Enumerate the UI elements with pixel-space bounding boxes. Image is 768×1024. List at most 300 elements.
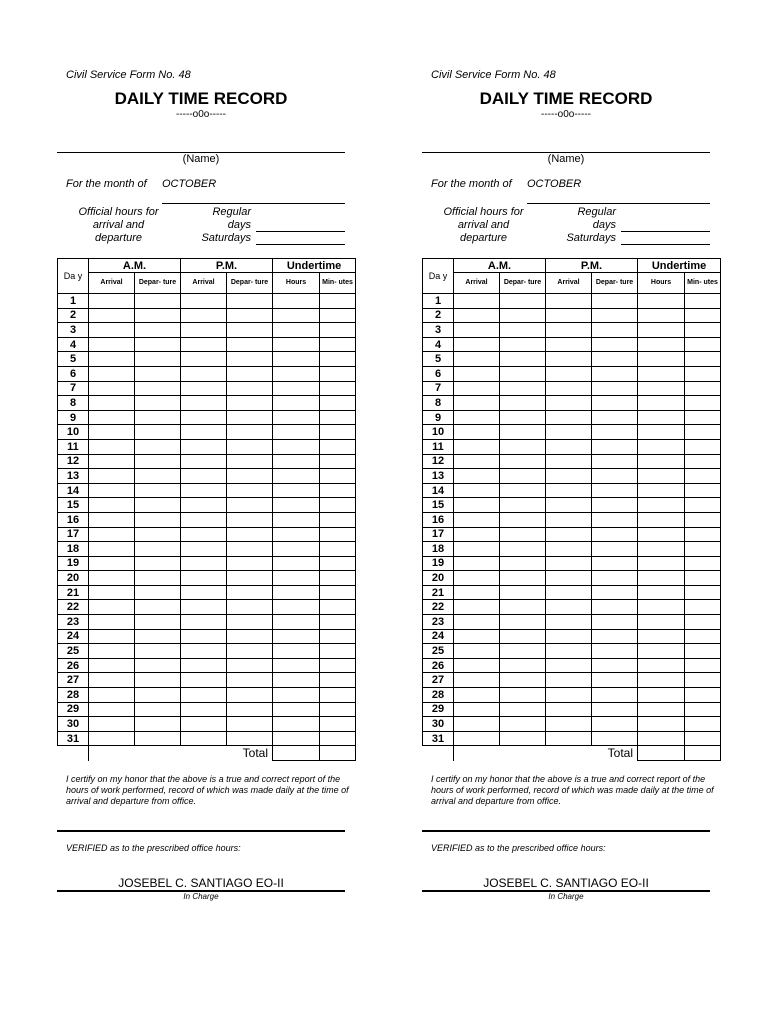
- am-arrival-cell[interactable]: [454, 323, 500, 338]
- undertime-hours-cell[interactable]: [638, 717, 685, 732]
- pm-departure-cell[interactable]: [592, 717, 638, 732]
- pm-departure-cell[interactable]: [227, 571, 273, 586]
- undertime-minutes-cell[interactable]: [685, 658, 721, 673]
- pm-arrival-cell[interactable]: [546, 629, 592, 644]
- undertime-hours-cell[interactable]: [273, 512, 320, 527]
- undertime-minutes-cell[interactable]: [685, 527, 721, 542]
- am-departure-cell[interactable]: [135, 571, 181, 586]
- am-arrival-cell[interactable]: [454, 658, 500, 673]
- undertime-minutes-cell[interactable]: [320, 469, 356, 484]
- undertime-minutes-cell[interactable]: [320, 731, 356, 746]
- total-minutes-cell[interactable]: [320, 746, 356, 761]
- undertime-hours-cell[interactable]: [638, 600, 685, 615]
- saturdays-line[interactable]: [256, 244, 345, 245]
- undertime-hours-cell[interactable]: [273, 731, 320, 746]
- undertime-minutes-cell[interactable]: [685, 542, 721, 557]
- am-departure-cell[interactable]: [135, 688, 181, 703]
- undertime-minutes-cell[interactable]: [320, 527, 356, 542]
- am-arrival-cell[interactable]: [89, 454, 135, 469]
- undertime-minutes-cell[interactable]: [685, 337, 721, 352]
- undertime-minutes-cell[interactable]: [320, 454, 356, 469]
- am-arrival-cell[interactable]: [89, 673, 135, 688]
- am-arrival-cell[interactable]: [454, 381, 500, 396]
- am-arrival-cell[interactable]: [89, 425, 135, 440]
- am-departure-cell[interactable]: [500, 512, 546, 527]
- pm-departure-cell[interactable]: [592, 527, 638, 542]
- undertime-minutes-cell[interactable]: [320, 571, 356, 586]
- undertime-hours-cell[interactable]: [273, 629, 320, 644]
- pm-arrival-cell[interactable]: [181, 542, 227, 557]
- pm-departure-cell[interactable]: [227, 542, 273, 557]
- pm-arrival-cell[interactable]: [546, 717, 592, 732]
- undertime-hours-cell[interactable]: [638, 644, 685, 659]
- am-departure-cell[interactable]: [500, 294, 546, 309]
- undertime-hours-cell[interactable]: [273, 425, 320, 440]
- am-departure-cell[interactable]: [135, 410, 181, 425]
- pm-arrival-cell[interactable]: [546, 658, 592, 673]
- am-arrival-cell[interactable]: [89, 294, 135, 309]
- pm-arrival-cell[interactable]: [181, 425, 227, 440]
- am-arrival-cell[interactable]: [454, 702, 500, 717]
- undertime-minutes-cell[interactable]: [685, 615, 721, 630]
- pm-arrival-cell[interactable]: [546, 483, 592, 498]
- pm-arrival-cell[interactable]: [181, 308, 227, 323]
- am-departure-cell[interactable]: [500, 410, 546, 425]
- undertime-hours-cell[interactable]: [638, 542, 685, 557]
- pm-departure-cell[interactable]: [592, 294, 638, 309]
- pm-departure-cell[interactable]: [227, 527, 273, 542]
- am-arrival-cell[interactable]: [454, 454, 500, 469]
- pm-arrival-cell[interactable]: [546, 556, 592, 571]
- pm-departure-cell[interactable]: [227, 585, 273, 600]
- pm-arrival-cell[interactable]: [181, 381, 227, 396]
- pm-arrival-cell[interactable]: [546, 308, 592, 323]
- undertime-hours-cell[interactable]: [638, 425, 685, 440]
- am-arrival-cell[interactable]: [89, 527, 135, 542]
- undertime-hours-cell[interactable]: [273, 483, 320, 498]
- undertime-minutes-cell[interactable]: [320, 702, 356, 717]
- undertime-hours-cell[interactable]: [638, 658, 685, 673]
- undertime-hours-cell[interactable]: [273, 454, 320, 469]
- pm-arrival-cell[interactable]: [546, 702, 592, 717]
- am-departure-cell[interactable]: [135, 512, 181, 527]
- undertime-hours-cell[interactable]: [638, 308, 685, 323]
- am-departure-cell[interactable]: [500, 717, 546, 732]
- pm-arrival-cell[interactable]: [546, 673, 592, 688]
- undertime-hours-cell[interactable]: [638, 731, 685, 746]
- pm-arrival-cell[interactable]: [181, 571, 227, 586]
- pm-departure-cell[interactable]: [592, 629, 638, 644]
- am-departure-cell[interactable]: [500, 308, 546, 323]
- pm-arrival-cell[interactable]: [546, 600, 592, 615]
- pm-departure-cell[interactable]: [592, 366, 638, 381]
- pm-departure-cell[interactable]: [227, 396, 273, 411]
- month-line[interactable]: [527, 203, 710, 204]
- undertime-minutes-cell[interactable]: [320, 688, 356, 703]
- pm-departure-cell[interactable]: [592, 323, 638, 338]
- am-arrival-cell[interactable]: [454, 731, 500, 746]
- pm-arrival-cell[interactable]: [181, 702, 227, 717]
- undertime-hours-cell[interactable]: [273, 556, 320, 571]
- am-departure-cell[interactable]: [500, 571, 546, 586]
- am-arrival-cell[interactable]: [454, 439, 500, 454]
- pm-arrival-cell[interactable]: [546, 294, 592, 309]
- undertime-minutes-cell[interactable]: [320, 483, 356, 498]
- pm-arrival-cell[interactable]: [546, 337, 592, 352]
- undertime-minutes-cell[interactable]: [685, 294, 721, 309]
- am-departure-cell[interactable]: [135, 469, 181, 484]
- pm-departure-cell[interactable]: [592, 600, 638, 615]
- am-departure-cell[interactable]: [500, 585, 546, 600]
- pm-arrival-cell[interactable]: [181, 731, 227, 746]
- am-departure-cell[interactable]: [135, 629, 181, 644]
- am-arrival-cell[interactable]: [454, 673, 500, 688]
- undertime-minutes-cell[interactable]: [320, 556, 356, 571]
- undertime-minutes-cell[interactable]: [320, 425, 356, 440]
- am-departure-cell[interactable]: [500, 337, 546, 352]
- undertime-minutes-cell[interactable]: [320, 498, 356, 513]
- am-departure-cell[interactable]: [500, 527, 546, 542]
- am-arrival-cell[interactable]: [454, 644, 500, 659]
- undertime-minutes-cell[interactable]: [685, 600, 721, 615]
- pm-departure-cell[interactable]: [227, 556, 273, 571]
- am-arrival-cell[interactable]: [89, 410, 135, 425]
- undertime-minutes-cell[interactable]: [320, 673, 356, 688]
- am-arrival-cell[interactable]: [89, 615, 135, 630]
- am-departure-cell[interactable]: [500, 644, 546, 659]
- am-arrival-cell[interactable]: [89, 542, 135, 557]
- undertime-hours-cell[interactable]: [273, 381, 320, 396]
- pm-departure-cell[interactable]: [592, 469, 638, 484]
- undertime-hours-cell[interactable]: [638, 337, 685, 352]
- pm-departure-cell[interactable]: [227, 439, 273, 454]
- total-hours-cell[interactable]: [638, 746, 685, 761]
- pm-departure-cell[interactable]: [227, 673, 273, 688]
- undertime-hours-cell[interactable]: [273, 717, 320, 732]
- pm-departure-cell[interactable]: [592, 673, 638, 688]
- am-arrival-cell[interactable]: [454, 425, 500, 440]
- pm-departure-cell[interactable]: [592, 483, 638, 498]
- pm-arrival-cell[interactable]: [546, 731, 592, 746]
- pm-arrival-cell[interactable]: [546, 571, 592, 586]
- pm-arrival-cell[interactable]: [181, 337, 227, 352]
- undertime-minutes-cell[interactable]: [685, 629, 721, 644]
- pm-departure-cell[interactable]: [227, 512, 273, 527]
- pm-departure-cell[interactable]: [592, 615, 638, 630]
- pm-departure-cell[interactable]: [227, 498, 273, 513]
- undertime-hours-cell[interactable]: [273, 294, 320, 309]
- undertime-minutes-cell[interactable]: [685, 731, 721, 746]
- undertime-hours-cell[interactable]: [273, 439, 320, 454]
- am-departure-cell[interactable]: [500, 629, 546, 644]
- am-arrival-cell[interactable]: [89, 702, 135, 717]
- undertime-hours-cell[interactable]: [273, 410, 320, 425]
- pm-arrival-cell[interactable]: [546, 542, 592, 557]
- pm-arrival-cell[interactable]: [181, 658, 227, 673]
- undertime-hours-cell[interactable]: [638, 527, 685, 542]
- pm-departure-cell[interactable]: [227, 688, 273, 703]
- undertime-hours-cell[interactable]: [273, 644, 320, 659]
- pm-arrival-cell[interactable]: [546, 454, 592, 469]
- undertime-minutes-cell[interactable]: [320, 352, 356, 367]
- am-arrival-cell[interactable]: [89, 571, 135, 586]
- pm-departure-cell[interactable]: [227, 483, 273, 498]
- am-departure-cell[interactable]: [135, 439, 181, 454]
- undertime-hours-cell[interactable]: [273, 542, 320, 557]
- am-departure-cell[interactable]: [500, 731, 546, 746]
- am-departure-cell[interactable]: [135, 702, 181, 717]
- am-arrival-cell[interactable]: [454, 308, 500, 323]
- pm-departure-cell[interactable]: [227, 366, 273, 381]
- undertime-hours-cell[interactable]: [638, 396, 685, 411]
- am-arrival-cell[interactable]: [454, 571, 500, 586]
- am-departure-cell[interactable]: [500, 323, 546, 338]
- undertime-hours-cell[interactable]: [273, 658, 320, 673]
- undertime-minutes-cell[interactable]: [685, 454, 721, 469]
- undertime-minutes-cell[interactable]: [685, 439, 721, 454]
- pm-arrival-cell[interactable]: [546, 323, 592, 338]
- undertime-hours-cell[interactable]: [638, 585, 685, 600]
- am-departure-cell[interactable]: [135, 542, 181, 557]
- am-departure-cell[interactable]: [135, 600, 181, 615]
- undertime-hours-cell[interactable]: [273, 308, 320, 323]
- pm-departure-cell[interactable]: [227, 469, 273, 484]
- pm-departure-cell[interactable]: [592, 337, 638, 352]
- pm-arrival-cell[interactable]: [546, 366, 592, 381]
- am-departure-cell[interactable]: [135, 483, 181, 498]
- pm-arrival-cell[interactable]: [546, 585, 592, 600]
- regular-days-line[interactable]: [256, 231, 345, 232]
- am-arrival-cell[interactable]: [454, 688, 500, 703]
- am-arrival-cell[interactable]: [89, 396, 135, 411]
- am-departure-cell[interactable]: [135, 527, 181, 542]
- undertime-minutes-cell[interactable]: [685, 483, 721, 498]
- pm-arrival-cell[interactable]: [181, 512, 227, 527]
- am-arrival-cell[interactable]: [89, 556, 135, 571]
- undertime-minutes-cell[interactable]: [685, 308, 721, 323]
- undertime-minutes-cell[interactable]: [320, 396, 356, 411]
- pm-departure-cell[interactable]: [227, 352, 273, 367]
- pm-departure-cell[interactable]: [227, 731, 273, 746]
- am-arrival-cell[interactable]: [89, 337, 135, 352]
- pm-arrival-cell[interactable]: [546, 688, 592, 703]
- pm-arrival-cell[interactable]: [181, 294, 227, 309]
- pm-arrival-cell[interactable]: [546, 425, 592, 440]
- pm-departure-cell[interactable]: [592, 308, 638, 323]
- am-arrival-cell[interactable]: [454, 600, 500, 615]
- am-departure-cell[interactable]: [135, 585, 181, 600]
- pm-departure-cell[interactable]: [592, 556, 638, 571]
- am-arrival-cell[interactable]: [454, 542, 500, 557]
- pm-arrival-cell[interactable]: [181, 469, 227, 484]
- undertime-minutes-cell[interactable]: [685, 585, 721, 600]
- am-arrival-cell[interactable]: [89, 629, 135, 644]
- pm-arrival-cell[interactable]: [546, 512, 592, 527]
- undertime-minutes-cell[interactable]: [320, 410, 356, 425]
- am-arrival-cell[interactable]: [454, 366, 500, 381]
- pm-departure-cell[interactable]: [592, 571, 638, 586]
- undertime-hours-cell[interactable]: [638, 629, 685, 644]
- pm-arrival-cell[interactable]: [546, 352, 592, 367]
- pm-departure-cell[interactable]: [592, 454, 638, 469]
- am-departure-cell[interactable]: [500, 498, 546, 513]
- pm-departure-cell[interactable]: [592, 658, 638, 673]
- am-arrival-cell[interactable]: [89, 644, 135, 659]
- undertime-minutes-cell[interactable]: [320, 381, 356, 396]
- am-departure-cell[interactable]: [500, 542, 546, 557]
- pm-arrival-cell[interactable]: [181, 396, 227, 411]
- total-hours-cell[interactable]: [273, 746, 320, 761]
- am-departure-cell[interactable]: [500, 688, 546, 703]
- pm-departure-cell[interactable]: [592, 644, 638, 659]
- pm-departure-cell[interactable]: [227, 717, 273, 732]
- am-departure-cell[interactable]: [500, 615, 546, 630]
- pm-departure-cell[interactable]: [592, 688, 638, 703]
- undertime-hours-cell[interactable]: [638, 469, 685, 484]
- undertime-minutes-cell[interactable]: [685, 571, 721, 586]
- undertime-minutes-cell[interactable]: [685, 396, 721, 411]
- undertime-hours-cell[interactable]: [273, 585, 320, 600]
- undertime-minutes-cell[interactable]: [320, 323, 356, 338]
- pm-departure-cell[interactable]: [227, 600, 273, 615]
- undertime-minutes-cell[interactable]: [685, 498, 721, 513]
- am-arrival-cell[interactable]: [454, 498, 500, 513]
- undertime-hours-cell[interactable]: [273, 702, 320, 717]
- am-arrival-cell[interactable]: [89, 308, 135, 323]
- pm-arrival-cell[interactable]: [181, 717, 227, 732]
- pm-departure-cell[interactable]: [592, 542, 638, 557]
- pm-arrival-cell[interactable]: [181, 366, 227, 381]
- pm-arrival-cell[interactable]: [181, 454, 227, 469]
- pm-arrival-cell[interactable]: [546, 381, 592, 396]
- undertime-minutes-cell[interactable]: [320, 717, 356, 732]
- pm-arrival-cell[interactable]: [546, 615, 592, 630]
- am-departure-cell[interactable]: [135, 454, 181, 469]
- am-departure-cell[interactable]: [135, 396, 181, 411]
- undertime-minutes-cell[interactable]: [685, 702, 721, 717]
- undertime-hours-cell[interactable]: [638, 615, 685, 630]
- am-arrival-cell[interactable]: [89, 600, 135, 615]
- am-arrival-cell[interactable]: [89, 381, 135, 396]
- undertime-minutes-cell[interactable]: [685, 556, 721, 571]
- am-departure-cell[interactable]: [500, 425, 546, 440]
- pm-departure-cell[interactable]: [227, 381, 273, 396]
- pm-arrival-cell[interactable]: [181, 585, 227, 600]
- undertime-hours-cell[interactable]: [273, 366, 320, 381]
- undertime-hours-cell[interactable]: [638, 454, 685, 469]
- undertime-minutes-cell[interactable]: [685, 366, 721, 381]
- undertime-hours-cell[interactable]: [638, 381, 685, 396]
- undertime-hours-cell[interactable]: [638, 323, 685, 338]
- am-departure-cell[interactable]: [135, 425, 181, 440]
- am-arrival-cell[interactable]: [454, 629, 500, 644]
- am-arrival-cell[interactable]: [454, 469, 500, 484]
- undertime-minutes-cell[interactable]: [320, 600, 356, 615]
- pm-arrival-cell[interactable]: [546, 469, 592, 484]
- pm-arrival-cell[interactable]: [181, 323, 227, 338]
- undertime-hours-cell[interactable]: [273, 352, 320, 367]
- undertime-minutes-cell[interactable]: [320, 629, 356, 644]
- undertime-hours-cell[interactable]: [273, 469, 320, 484]
- am-arrival-cell[interactable]: [454, 585, 500, 600]
- am-arrival-cell[interactable]: [454, 396, 500, 411]
- undertime-hours-cell[interactable]: [638, 571, 685, 586]
- undertime-hours-cell[interactable]: [273, 571, 320, 586]
- pm-arrival-cell[interactable]: [181, 498, 227, 513]
- am-arrival-cell[interactable]: [89, 731, 135, 746]
- am-departure-cell[interactable]: [500, 556, 546, 571]
- pm-departure-cell[interactable]: [592, 381, 638, 396]
- pm-arrival-cell[interactable]: [546, 498, 592, 513]
- am-departure-cell[interactable]: [500, 483, 546, 498]
- undertime-hours-cell[interactable]: [638, 366, 685, 381]
- am-arrival-cell[interactable]: [454, 294, 500, 309]
- undertime-hours-cell[interactable]: [273, 527, 320, 542]
- undertime-minutes-cell[interactable]: [685, 323, 721, 338]
- undertime-hours-cell[interactable]: [638, 483, 685, 498]
- am-departure-cell[interactable]: [500, 381, 546, 396]
- undertime-hours-cell[interactable]: [638, 556, 685, 571]
- am-arrival-cell[interactable]: [454, 717, 500, 732]
- am-arrival-cell[interactable]: [89, 352, 135, 367]
- undertime-hours-cell[interactable]: [638, 498, 685, 513]
- pm-arrival-cell[interactable]: [181, 673, 227, 688]
- undertime-minutes-cell[interactable]: [320, 585, 356, 600]
- am-arrival-cell[interactable]: [89, 658, 135, 673]
- undertime-minutes-cell[interactable]: [685, 410, 721, 425]
- am-arrival-cell[interactable]: [89, 469, 135, 484]
- undertime-hours-cell[interactable]: [638, 410, 685, 425]
- am-arrival-cell[interactable]: [454, 615, 500, 630]
- undertime-minutes-cell[interactable]: [320, 512, 356, 527]
- employee-signature-line[interactable]: [422, 830, 710, 832]
- am-departure-cell[interactable]: [135, 644, 181, 659]
- am-departure-cell[interactable]: [135, 381, 181, 396]
- undertime-minutes-cell[interactable]: [685, 469, 721, 484]
- am-departure-cell[interactable]: [500, 396, 546, 411]
- pm-departure-cell[interactable]: [227, 658, 273, 673]
- am-arrival-cell[interactable]: [454, 527, 500, 542]
- pm-departure-cell[interactable]: [227, 337, 273, 352]
- undertime-minutes-cell[interactable]: [320, 658, 356, 673]
- am-departure-cell[interactable]: [135, 615, 181, 630]
- pm-arrival-cell[interactable]: [181, 439, 227, 454]
- pm-departure-cell[interactable]: [592, 498, 638, 513]
- undertime-minutes-cell[interactable]: [320, 615, 356, 630]
- pm-arrival-cell[interactable]: [181, 527, 227, 542]
- am-departure-cell[interactable]: [135, 366, 181, 381]
- undertime-hours-cell[interactable]: [273, 673, 320, 688]
- pm-departure-cell[interactable]: [227, 410, 273, 425]
- am-arrival-cell[interactable]: [89, 439, 135, 454]
- am-arrival-cell[interactable]: [454, 410, 500, 425]
- undertime-hours-cell[interactable]: [638, 688, 685, 703]
- pm-arrival-cell[interactable]: [546, 410, 592, 425]
- undertime-minutes-cell[interactable]: [685, 688, 721, 703]
- am-departure-cell[interactable]: [135, 673, 181, 688]
- pm-departure-cell[interactable]: [592, 512, 638, 527]
- pm-departure-cell[interactable]: [592, 731, 638, 746]
- pm-departure-cell[interactable]: [227, 308, 273, 323]
- am-arrival-cell[interactable]: [89, 688, 135, 703]
- undertime-minutes-cell[interactable]: [685, 717, 721, 732]
- total-minutes-cell[interactable]: [685, 746, 721, 761]
- pm-departure-cell[interactable]: [592, 410, 638, 425]
- pm-departure-cell[interactable]: [227, 644, 273, 659]
- pm-arrival-cell[interactable]: [181, 615, 227, 630]
- pm-departure-cell[interactable]: [592, 425, 638, 440]
- am-arrival-cell[interactable]: [454, 556, 500, 571]
